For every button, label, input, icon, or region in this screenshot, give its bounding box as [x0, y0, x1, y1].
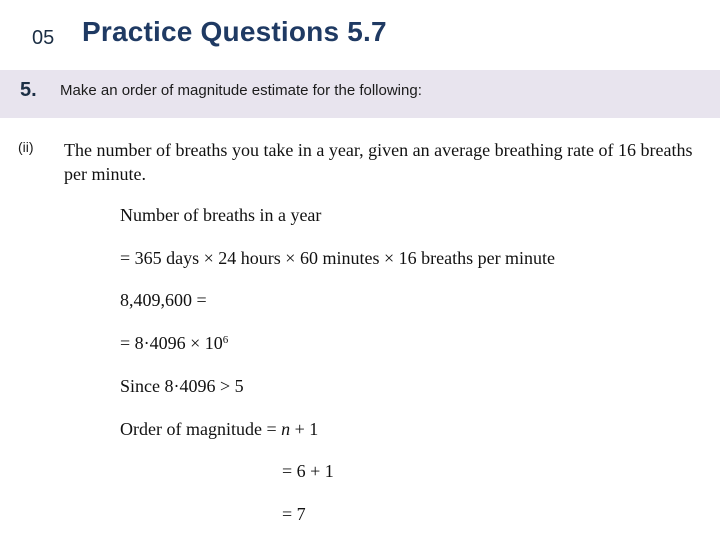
solution-line-order	[120, 419, 318, 440]
order-suffix: + 1	[290, 419, 319, 439]
solution-line-sum: = 6 + 1	[282, 461, 334, 481]
solution-line-heading: Number of breaths in a year	[120, 205, 322, 225]
question-number: 5.	[20, 79, 37, 101]
order-label: Order of magnitude =	[120, 419, 282, 439]
scientific-exponent: 6	[222, 334, 229, 346]
solution-line-product: = 365 days × 24 hours × 60 minutes × 16 breaths per minute	[120, 248, 556, 268]
order-variable: n	[281, 419, 291, 439]
slide-header	[0, 0, 720, 66]
part-prompt: The number of breaths you take in a year, given an average breathing rate of 16 breaths per minute.	[64, 140, 693, 184]
scientific-mantissa: = 8·4096 × 10	[120, 333, 223, 353]
solution-line-answer: = 7	[282, 504, 306, 524]
solution-line-scientific	[120, 333, 228, 354]
solution-line-result: 8,409,600 =	[120, 290, 207, 310]
solution-line-comparison: Since 8·4096 > 5	[120, 376, 244, 396]
part-label: (ii)	[18, 139, 34, 155]
question-text: Make an order of magnitude estimate for the following:	[60, 82, 422, 99]
page-title: Practice Questions 5.7	[82, 16, 387, 47]
chapter-number: 05	[32, 27, 55, 49]
